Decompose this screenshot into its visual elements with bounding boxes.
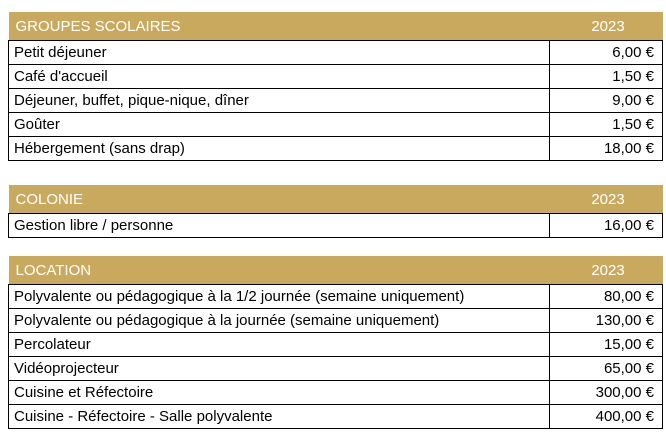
table-row bbox=[9, 381, 663, 405]
table-row bbox=[9, 113, 663, 137]
row-label: Cuisine - Réfectoire - Salle polyvalente bbox=[9, 405, 550, 429]
row-label: Polyvalente ou pédagogique à la 1/2 journée (semaine uniquement) bbox=[9, 285, 550, 309]
table-location bbox=[8, 256, 663, 429]
row-price: 9,00 € bbox=[550, 89, 663, 113]
section-year: 2023 bbox=[550, 12, 663, 41]
row-price: 6,00 € bbox=[550, 41, 663, 65]
row-label: Percolateur bbox=[9, 333, 550, 357]
section-title: LOCATION bbox=[9, 256, 550, 285]
table-row bbox=[9, 285, 663, 309]
row-label: Déjeuner, buffet, pique-nique, dîner bbox=[9, 89, 550, 113]
row-price: 16,00 € bbox=[550, 214, 663, 238]
section-header bbox=[9, 12, 663, 41]
row-label: Goûter bbox=[9, 113, 550, 137]
row-price: 130,00 € bbox=[550, 309, 663, 333]
table-row bbox=[9, 333, 663, 357]
section-title: GROUPES SCOLAIRES bbox=[9, 12, 550, 41]
row-label: Cuisine et Réfectoire bbox=[9, 381, 550, 405]
table-row bbox=[9, 405, 663, 429]
table-groupes-scolaires bbox=[8, 12, 663, 161]
section-header bbox=[9, 256, 663, 285]
table-row bbox=[9, 89, 663, 113]
section-year: 2023 bbox=[550, 256, 663, 285]
section-header bbox=[9, 185, 663, 214]
row-price: 1,50 € bbox=[550, 113, 663, 137]
row-label: Petit déjeuner bbox=[9, 41, 550, 65]
section-title: COLONIE bbox=[9, 185, 550, 214]
row-price: 18,00 € bbox=[550, 137, 663, 161]
row-label: Hébergement (sans drap) bbox=[9, 137, 550, 161]
table-row bbox=[9, 65, 663, 89]
row-price: 1,50 € bbox=[550, 65, 663, 89]
table-row bbox=[9, 357, 663, 381]
row-price: 300,00 € bbox=[550, 381, 663, 405]
row-label: Polyvalente ou pédagogique à la journée (semaine uniquement) bbox=[9, 309, 550, 333]
row-label: Café d'accueil bbox=[9, 65, 550, 89]
table-row bbox=[9, 214, 663, 238]
section-year: 2023 bbox=[550, 185, 663, 214]
table-row bbox=[9, 137, 663, 161]
table-row bbox=[9, 309, 663, 333]
row-label: Vidéoprojecteur bbox=[9, 357, 550, 381]
row-price: 65,00 € bbox=[550, 357, 663, 381]
table-colonie bbox=[8, 185, 663, 238]
row-price: 15,00 € bbox=[550, 333, 663, 357]
row-label: Gestion libre / personne bbox=[9, 214, 550, 238]
row-price: 80,00 € bbox=[550, 285, 663, 309]
row-price: 400,00 € bbox=[550, 405, 663, 429]
table-row bbox=[9, 41, 663, 65]
